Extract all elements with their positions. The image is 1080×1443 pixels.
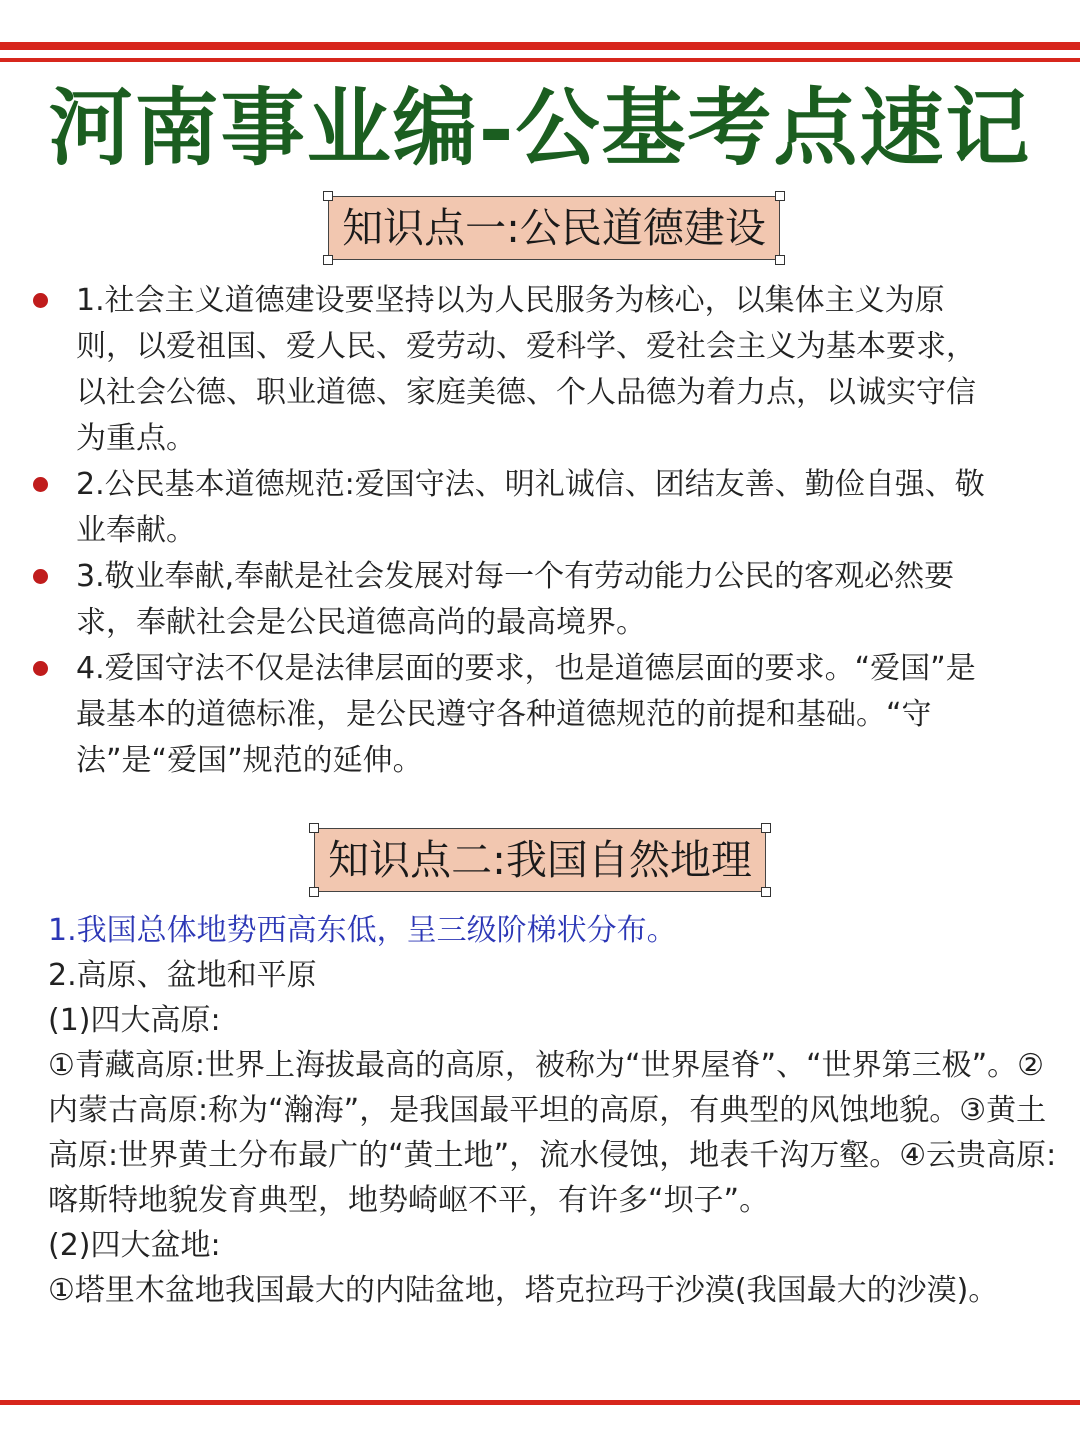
red-dot-bullet-icon	[33, 569, 48, 584]
corner-handle-icon	[761, 887, 771, 897]
bullet-text-2: 2.公民基本道德规范:爱国守法、明礼诚信、团结友善、勤俭自强、敬业奉献。	[76, 467, 985, 548]
bullet-item-4	[0, 646, 1000, 784]
landforms-point: 2.高原、盆地和平原	[48, 958, 317, 993]
section-2-body	[48, 908, 1068, 1313]
basins-paragraph: ①塔里木盆地我国最大的内陆盆地，塔克拉玛于沙漠(我国最大的沙漠)。	[48, 1273, 999, 1308]
corner-handle-icon	[323, 191, 333, 201]
section-1-heading	[328, 196, 780, 260]
bottom-red-rule	[0, 1400, 1080, 1405]
red-dot-bullet-icon	[33, 661, 48, 676]
page-title: 河南事业编-公基考点速记	[48, 78, 1032, 177]
bullet-text-4: 4.爱国守法不仅是法律层面的要求，也是道德层面的要求。“爱国”是最基本的道德标准，是公民遵守各种道德规范的前提和基础。“守法”是“爱国”规范的延伸。	[76, 651, 976, 778]
bullet-text-1: 1.社会主义道德建设要坚持以为人民服务为核心，以集体主义为原则，以爱祖国、爱人民、爱劳动、爱科学、爱社会主义为基本要求，以社会公德、职业道德、家庭美德、个人品德为着力点，以诚实守信为重点。	[76, 283, 976, 456]
bullet-item-1	[0, 278, 1000, 462]
bullet-item-3	[0, 554, 1000, 646]
terrain-point: 1.我国总体地势西高东低，呈三级阶梯状分布。	[48, 913, 677, 948]
section-1-bullet-list	[0, 278, 1080, 784]
section-2-heading	[314, 828, 766, 892]
plateaus-paragraph: ①青藏高原:世界上海拔最高的高原，被称为“世界屋脊”、“世界第三极”。②内蒙古高原:称为“瀚海”，是我国最平坦的高原，有典型的风蚀地貌。③黄土高原:世界黄土分布最广的“黄土地”，流水侵蚀，地表千沟万壑。④云贵高原:喀斯特地貌发育典型，地势崎岖不平，有许多“坝子”。	[48, 1048, 1057, 1218]
corner-handle-icon	[775, 255, 785, 265]
corner-handle-icon	[309, 887, 319, 897]
red-dot-bullet-icon	[33, 477, 48, 492]
corner-handle-icon	[775, 191, 785, 201]
section-1-heading-text: 知识点一:公民道德建设	[342, 204, 766, 252]
plateaus-subtitle: (1)四大高原:	[48, 1003, 221, 1038]
corner-handle-icon	[761, 823, 771, 833]
bullet-item-2	[0, 462, 1000, 554]
top-red-rule-thin	[0, 58, 1080, 62]
bullet-text-3: 3.敬业奉献,奉献是社会发展对每一个有劳动能力公民的客观必然要求，奉献社会是公民道德高尚的最高境界。	[76, 559, 955, 640]
red-dot-bullet-icon	[33, 293, 48, 308]
top-red-rule	[0, 42, 1080, 50]
corner-handle-icon	[309, 823, 319, 833]
section-2-heading-text: 知识点二:我国自然地理	[328, 836, 752, 884]
corner-handle-icon	[323, 255, 333, 265]
basins-subtitle: (2)四大盆地:	[48, 1228, 221, 1263]
